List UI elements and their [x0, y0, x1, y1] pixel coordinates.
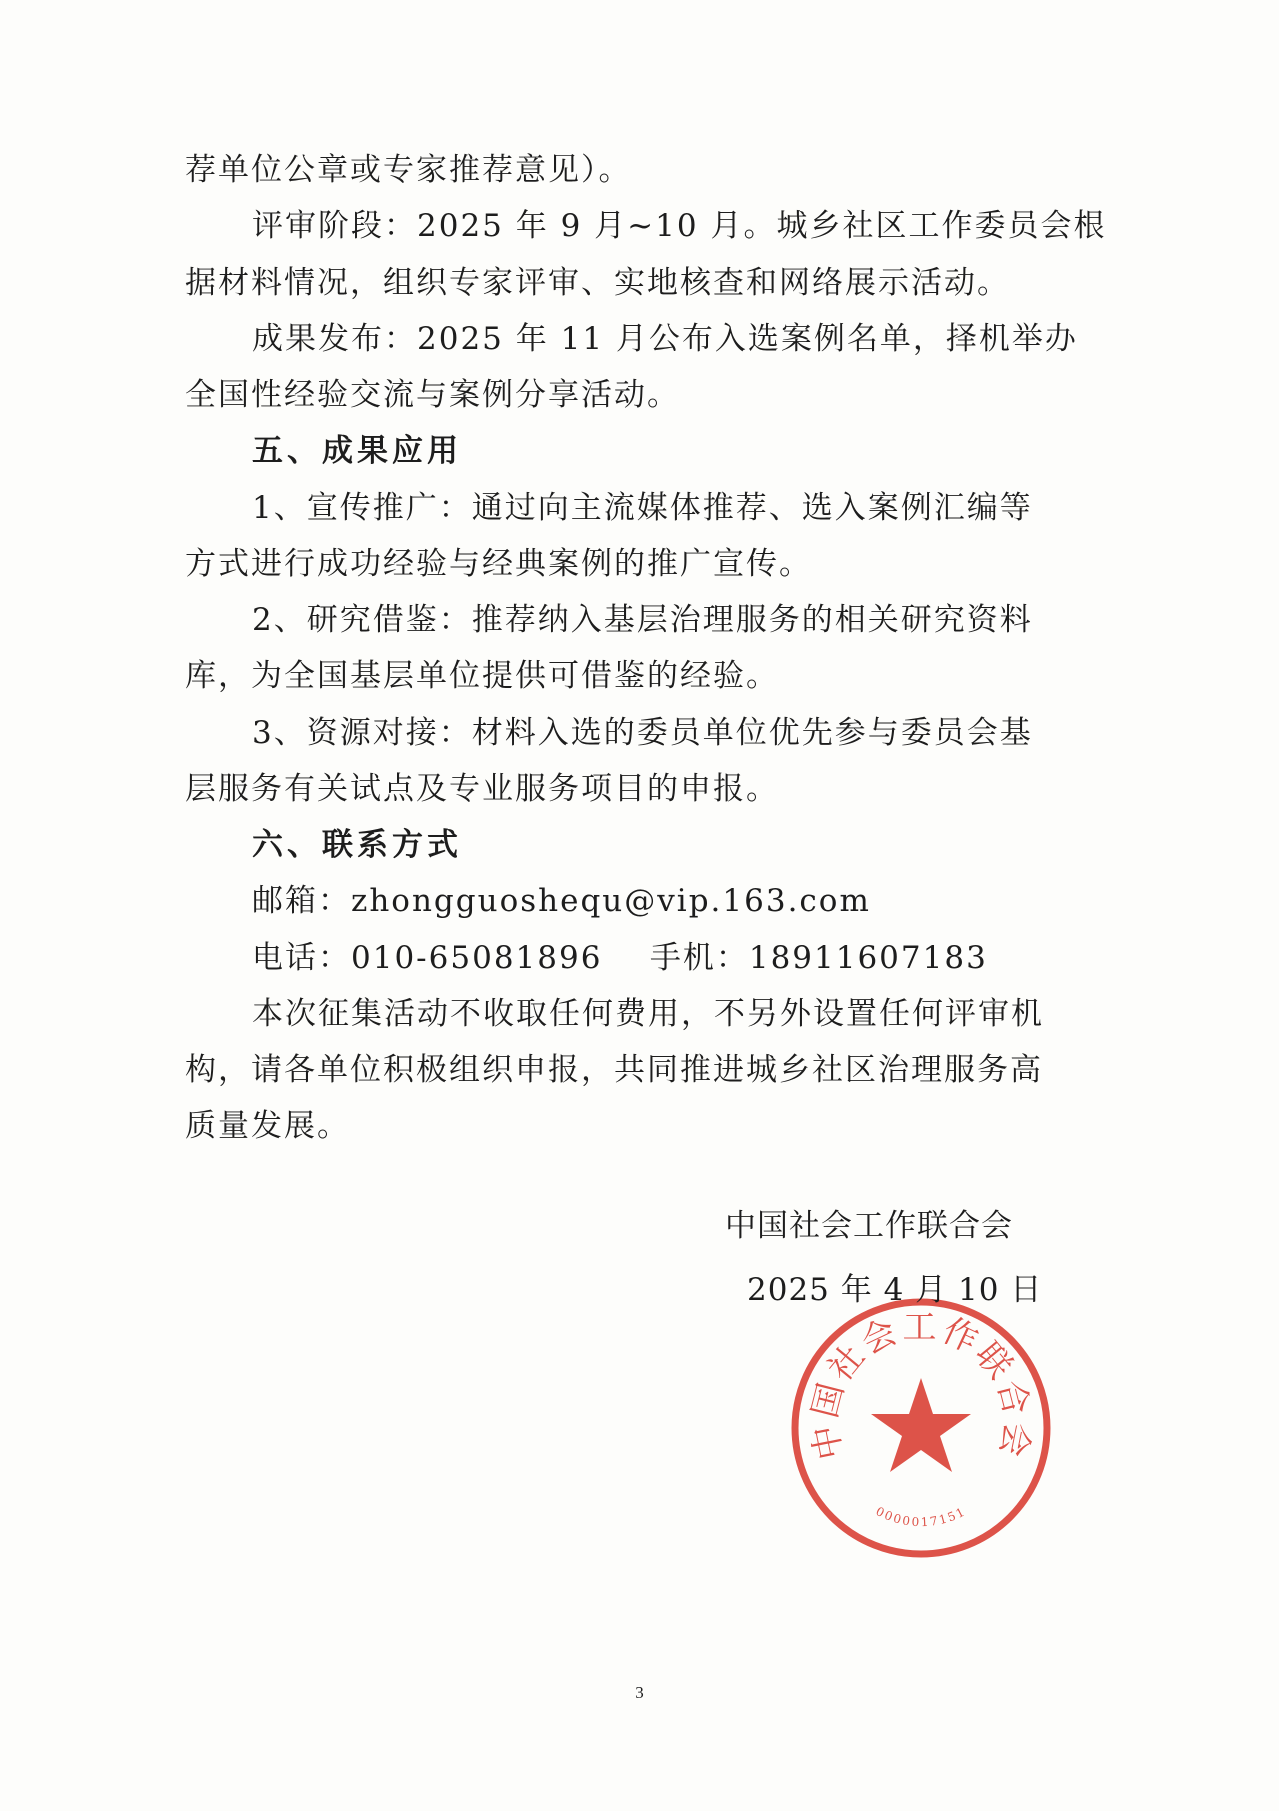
- list-item-3: 层服务有关试点及专业服务项目的申报。: [185, 771, 779, 807]
- list-item-2: 库，为全国基层单位提供可借鉴的经验。: [185, 658, 779, 694]
- signature-date: 2025 年 4 月 10 日: [747, 1272, 1043, 1308]
- seal-text: 中国社会工作联合会: [804, 1307, 1038, 1463]
- paragraph-line: 荐单位公章或专家推荐意见）。: [185, 152, 632, 188]
- official-seal-stamp: [783, 1290, 1059, 1566]
- section-heading-6: 六、联系方式: [252, 827, 462, 863]
- closing-paragraph: 本次征集活动不收取任何费用，不另外设置任何评审机: [252, 996, 1044, 1032]
- svg-text:0000017151: [874, 1504, 969, 1529]
- signature-organization: 中国社会工作联合会: [725, 1208, 1013, 1244]
- list-item-1: 方式进行成功经验与经典案例的推广宣传。: [185, 546, 812, 582]
- list-item-1: 1、宣传推广：通过向主流媒体推荐、选入案例汇编等: [252, 490, 1033, 526]
- contact-email: 邮箱：zhongguoshequ@vip.163.com: [252, 883, 871, 919]
- contact-phone: 电话：010-65081896 手机：18911607183: [252, 940, 988, 976]
- star-icon: [871, 1378, 971, 1472]
- list-item-2: 2、研究借鉴：推荐纳入基层治理服务的相关研究资料: [252, 602, 1033, 638]
- closing-paragraph: 质量发展。: [185, 1108, 350, 1144]
- section-heading-5: 五、成果应用: [252, 433, 462, 469]
- page-number: 3: [635, 1683, 644, 1702]
- seal-number: 0000017151: [873, 1504, 969, 1530]
- review-stage-line: 评审阶段：2025 年 9 月~10 月。城乡社区工作委员会根: [252, 208, 1107, 244]
- list-item-3: 3、资源对接：材料入选的委员单位优先参与委员会基: [252, 715, 1033, 751]
- publish-stage-line: 成果发布：2025 年 11 月公布入选案例名单，择机举办: [252, 321, 1078, 357]
- closing-paragraph: 构，请各单位积极组织申报，共同推进城乡社区治理服务高: [185, 1052, 1043, 1088]
- review-stage-line: 据材料情况，组织专家评审、实地核查和网络展示活动。: [185, 265, 1010, 301]
- publish-stage-line: 全国性经验交流与案例分享活动。: [185, 377, 680, 413]
